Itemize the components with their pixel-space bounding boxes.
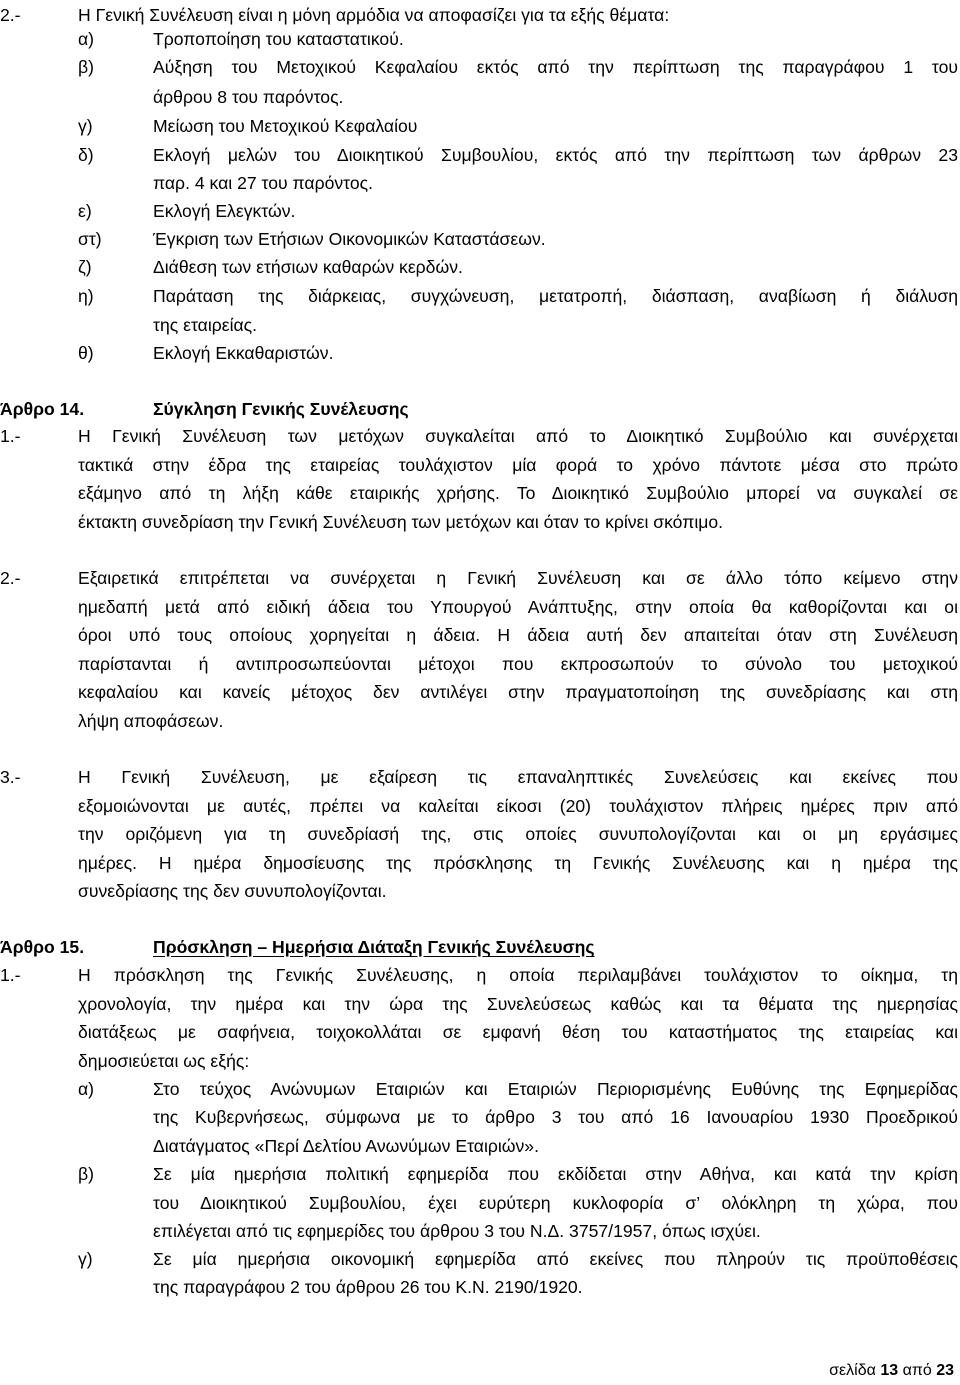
list-item-text: παρ. 4 και 27 του παρόντος. (153, 173, 374, 193)
article-label: Άρθρο 14. (0, 399, 85, 419)
list-item (0, 52, 960, 82)
article-15-heading (0, 932, 960, 962)
list-item-continuation (0, 1216, 960, 1246)
list-item-text: Παράταση της διάρκειας, συγχώνευση, μετατροπή, διάσπαση, αναβίωση ή διάλυση (153, 286, 958, 306)
list-item-label: δ) (78, 145, 94, 165)
list-item-text: Στο τεύχος Ανώνυμων Εταιριών και Εταιριών Περιορισμένης Ευθύνης της Εφημερίδας (153, 1079, 958, 1099)
list-item-label: ζ) (78, 257, 92, 277)
paragraph-line (0, 1017, 960, 1047)
paragraph-text: Η Γενική Συνέλευση των μετόχων συγκαλείται από το Διοικητικό Συμβούλιο και συνέρχεται (78, 426, 958, 446)
list-item (0, 111, 960, 141)
paragraph-line (0, 819, 960, 849)
paragraph-line (0, 876, 960, 906)
paragraph-text: όροι υπό τους οποίους χορηγείται η άδεια. Η άδεια αυτή δεν απαιτείται όταν στη Συνέλευση (78, 625, 958, 645)
list-item-text: Εκλογή μελών του Διοικητικού Συμβουλίου, εκτός από την περίπτωση των άρθρων 23 (153, 145, 958, 165)
list-item-text: Εκλογή Ελεγκτών. (153, 201, 296, 221)
paragraph-line (0, 791, 960, 821)
list-item-text: Σε μία ημερήσια οικονομική εφημερίδα από εκείνες που πληρούν τις προϋποθέσεις (153, 1249, 958, 1269)
paragraph-text: Η πρόσκληση της Γενικής Συνέλευσης, η οποία περιλαμβάνει τουλάχιστον το οίκημα, τη (78, 965, 958, 985)
list-item-continuation (0, 1188, 960, 1218)
paragraph-text: εξομοιώνονται με αυτές, πρέπει να καλείται είκοσι (20) τουλάχιστον πλήρεις ημέρες πριν από (78, 796, 958, 816)
paragraph-text: ημεδαπή μετά από ειδική άδεια του Υπουργού Ανάπτυξης, στην οποία θα καθορίζονται και οι (78, 597, 958, 617)
paragraph-line (0, 649, 960, 679)
paragraph-line (0, 706, 960, 736)
paragraph-line (0, 563, 960, 593)
page-footer (829, 1361, 954, 1381)
paragraph-text: έκτακτη συνεδρίαση την Γενική Συνέλευση των μετόχων και όταν το κρίνει σκόπιμο. (78, 512, 724, 532)
article-title: Σύγκληση Γενικής Συνέλευσης (153, 399, 409, 419)
list-item-text: επιλέγεται από τις εφημερίδες του άρθρου 3 του Ν.Δ. 3757/1957, όπως ισχύει. (153, 1221, 761, 1241)
paragraph-line (0, 848, 960, 878)
paragraph-text: κεφαλαίου και κανείς μέτοχος δεν αντιλέγει στην πραγματοποίηση της συνεδρίασης και στη (78, 682, 958, 702)
paragraph-text: διατάξεως με σαφήνεια, τοιχοκολλάται σε εμφανή θέση του καταστήματος της εταιρείας και (78, 1022, 958, 1042)
list-item-text: Διάθεση των ετήσιων καθαρών κερδών. (153, 257, 463, 277)
list-item-text: της παραγράφου 2 του άρθρου 26 του Κ.Ν. 2190/1920. (153, 1277, 583, 1297)
paragraph-line (0, 1046, 960, 1076)
list-item-continuation (0, 1102, 960, 1132)
footer-page-number: 13 (880, 1362, 899, 1379)
list-item-label: γ) (78, 1249, 93, 1269)
paragraph-text: Εξαιρετικά επιτρέπεται να συνέρχεται η Γενική Συνέλευση και σε άλλο τόπο κείμενο στην (78, 568, 958, 588)
footer-prefix: σελίδα (829, 1362, 876, 1379)
list-item-continuation (0, 82, 960, 112)
list-item (0, 224, 960, 254)
list-item-label: ε) (78, 201, 92, 221)
list-item-text: Αύξηση του Μετοχικού Κεφαλαίου εκτός από την περίπτωση της παραγράφου 1 του (153, 57, 958, 77)
paragraph-line (0, 677, 960, 707)
footer-middle: από (902, 1362, 932, 1379)
article-title: Πρόσκληση – Ημερήσια Διάταξη Γενικής Συνέλευσης (153, 937, 595, 957)
list-item-text: του Διοικητικού Συμβουλίου, έχει ευρύτερη κυκλοφορία σ’ ολόκληρη τη χώρα, που (153, 1193, 958, 1213)
list-item (0, 1074, 960, 1104)
paragraph-text: την οριζόμενη για τη συνεδρίασή της, στις οποίες συνυπολογίζονται και οι μη εργάσιμες (78, 824, 958, 844)
list-item (0, 281, 960, 311)
paragraph-line (0, 989, 960, 1019)
paragraph-text: Η Γενική Συνέλευση είναι η μόνη αρμόδια να αποφασίζει για τα εξής θέματα: (78, 5, 670, 25)
list-item (0, 140, 960, 170)
paragraph-text: χρονολογία, την ημέρα και την ώρα της Συνελεύσεως καθώς και τα θέματα της ημερησίας (78, 994, 958, 1014)
paragraph-line (0, 507, 960, 537)
list-item (0, 1159, 960, 1189)
list-item-text: Μείωση του Μετοχικού Κεφαλαίου (153, 116, 418, 136)
paragraph-line (0, 762, 960, 792)
list-item-label: α) (78, 29, 95, 49)
list-item-label: α) (78, 1079, 95, 1099)
article-label: Άρθρο 15. (0, 937, 85, 957)
list-item-label: θ) (78, 343, 94, 363)
list-item-text: της Κυβερνήσεως, σύμφωνα με το άρθρο 3 του από 16 Ιανουαρίου 1930 Προεδρικού (153, 1107, 958, 1127)
paragraph-text: εξάμηνο από τη λήξη κάθε εταιρικής χρήσης. Το Διοικητικό Συμβούλιο μπορεί να συγκαλεί σε (78, 483, 958, 503)
list-item-label: β) (78, 57, 94, 77)
list-item-text: Εκλογή Εκκαθαριστών. (153, 343, 334, 363)
list-item-text: Σε μία ημερήσια πολιτική εφημερίδα που εκδίδεται στην Αθήνα, και κατά την κρίση (153, 1164, 958, 1184)
paragraph-line (0, 592, 960, 622)
list-item-label: στ) (78, 229, 102, 249)
list-item-text: της εταιρείας. (153, 315, 258, 335)
list-item-text: Διατάγματος «Περί Δελτίου Ανωνύμων Εταιριών». (153, 1136, 539, 1156)
paragraph-line (0, 478, 960, 508)
list-item-label: β) (78, 1164, 94, 1184)
list-item-continuation (0, 168, 960, 198)
paragraph-text: λήψη αποφάσεων. (78, 711, 224, 731)
paragraph-text: ημέρες. Η ημέρα δημοσίευσης της πρόσκλησης τη Γενικής Συνέλευσης και η ημέρα της (78, 853, 958, 873)
list-item (0, 24, 960, 54)
paragraph-line (0, 960, 960, 990)
paragraph-line (0, 421, 960, 451)
paragraph-number: 1.- (0, 965, 21, 985)
paragraph-text: παρίστανται ή αντιπροσωπεύονται μέτοχοι που εκπροσωπούν το σύνολο του μετοχικού (78, 654, 958, 674)
paragraph-number: 1.- (0, 426, 21, 446)
list-item-label: η) (78, 286, 94, 306)
list-item-text: Έγκριση των Ετήσιων Οικονομικών Καταστάσεων. (153, 229, 546, 249)
paragraph-number: 2.- (0, 5, 21, 25)
paragraph-number: 3.- (0, 767, 21, 787)
paragraph-line (0, 450, 960, 480)
paragraph-line (0, 620, 960, 650)
footer-total-pages: 23 (936, 1362, 954, 1379)
paragraph-number: 2.- (0, 568, 21, 588)
list-item (0, 196, 960, 226)
paragraph-text: δημοσιεύεται ως εξής: (78, 1051, 250, 1071)
paragraph-text: τακτικά στην έδρα της εταιρείας τουλάχιστον μία φορά το χρόνο πάντοτε μέσα στο πρώτο (78, 455, 958, 475)
paragraph-text: συνεδρίασης της δεν συνυπολογίζονται. (78, 881, 387, 901)
list-item-continuation (0, 1272, 960, 1302)
list-item (0, 252, 960, 282)
paragraph-text: Η Γενική Συνέλευση, με εξαίρεση τις επαναληπτικές Συνελεύσεις και εκείνες που (78, 767, 958, 787)
list-item-continuation (0, 310, 960, 340)
list-item-text: Τροποποίηση του καταστατικού. (153, 29, 404, 49)
list-item (0, 338, 960, 368)
article-14-heading (0, 394, 960, 424)
list-item-continuation (0, 1131, 960, 1161)
list-item-text: άρθρου 8 του παρόντος. (153, 87, 344, 107)
list-item (0, 1244, 960, 1274)
list-item-label: γ) (78, 116, 93, 136)
